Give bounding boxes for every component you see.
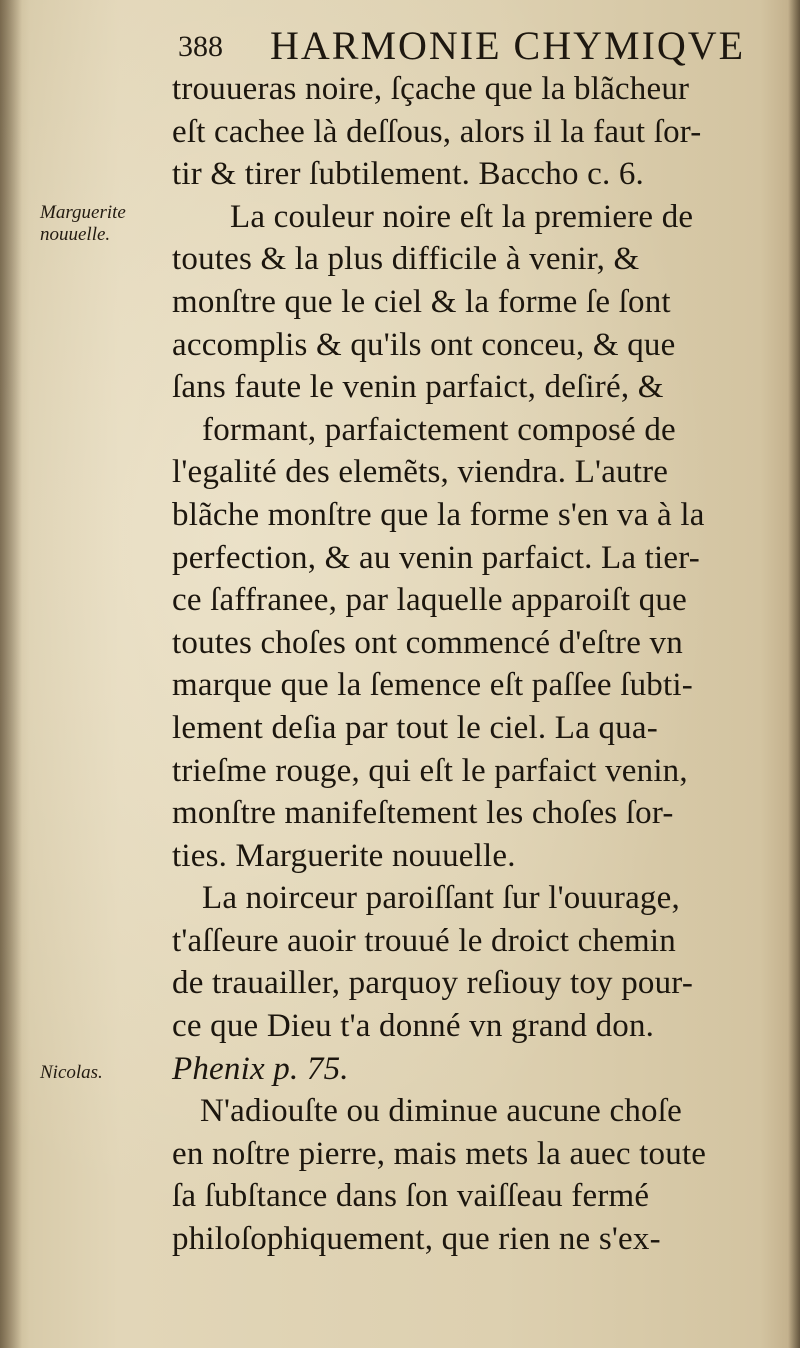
text-line: en noſtre pierre, mais mets la auec toute <box>172 1135 707 1172</box>
text-line: tir & tirer ſubtilement. Baccho c. 6. <box>172 156 645 193</box>
text-line: trouueras noire, ſçache que la blãcheur <box>172 71 690 107</box>
margin-note-marguerite <box>40 202 126 246</box>
text-line: monſtre manifeſtement les choſes ſor- <box>172 795 674 832</box>
text-line: de trauailler, parquoy reſiouy toy pour- <box>172 965 694 1002</box>
margin-note-line: nouuelle. <box>40 224 111 245</box>
text-line: marque que la ſemence eſt paſſee ſubti- <box>172 667 693 704</box>
page-edge <box>788 0 800 1348</box>
text-line: lement deſia par tout le ciel. La qua- <box>172 709 658 746</box>
text-line: La noirceur paroiſſant ſur l'ouurage, <box>202 880 680 917</box>
text-line: trieſme rouge, qui eſt le parfaict venin, <box>172 752 688 789</box>
text-line: Phenix p. 75. <box>172 1050 349 1087</box>
text-line: eſt cachee là deſſous, alors il la faut ſor- <box>172 113 702 150</box>
text-line: perfection, & au venin parfaict. La tier- <box>172 539 700 576</box>
text-line: formant, parfaictement composé de <box>202 411 676 448</box>
running-title: HARMONIE CHYMIQVE <box>270 23 746 68</box>
text-line: l'egalité des elemẽts, viendra. L'autre <box>172 454 669 491</box>
text-line: N'adiouſte ou diminue aucune choſe <box>200 1093 682 1130</box>
page-header <box>178 18 778 70</box>
body-text <box>172 68 782 1261</box>
text-line: ce que Dieu t'a donné vn grand don. <box>172 1008 655 1045</box>
margin-note-nicolas: Nicolas. <box>40 1062 103 1083</box>
page-number: 388 <box>178 30 223 63</box>
text-line: toutes choſes ont commencé d'eſtre vn <box>172 624 683 661</box>
text-line: blãche monſtre que la forme s'en va à la <box>172 496 705 533</box>
text-line: La couleur noire eſt la premiere de <box>230 198 694 235</box>
text-line: philoſophiquement, que rien ne s'ex- <box>172 1221 661 1258</box>
text-line: ce ſaffranee, par laquelle apparoiſt que <box>172 582 687 619</box>
binding-shadow <box>0 0 22 1348</box>
text-line: ties. Marguerite nouuelle. <box>172 837 516 874</box>
text-line: t'aſſeure auoir trouué le droict chemin <box>172 922 676 959</box>
text-line: ſa ſubſtance dans ſon vaiſſeau fermé <box>172 1178 650 1215</box>
text-line: ſans faute le venin parfaict, deſiré, & <box>172 369 664 406</box>
text-line: toutes & la plus difficile à venir, & <box>172 241 640 278</box>
text-line: monſtre que le ciel & la forme ſe ſont <box>172 283 671 320</box>
text-line: accomplis & qu'ils ont conceu, & que <box>172 326 676 363</box>
margin-note-line: Marguerite <box>40 202 126 223</box>
